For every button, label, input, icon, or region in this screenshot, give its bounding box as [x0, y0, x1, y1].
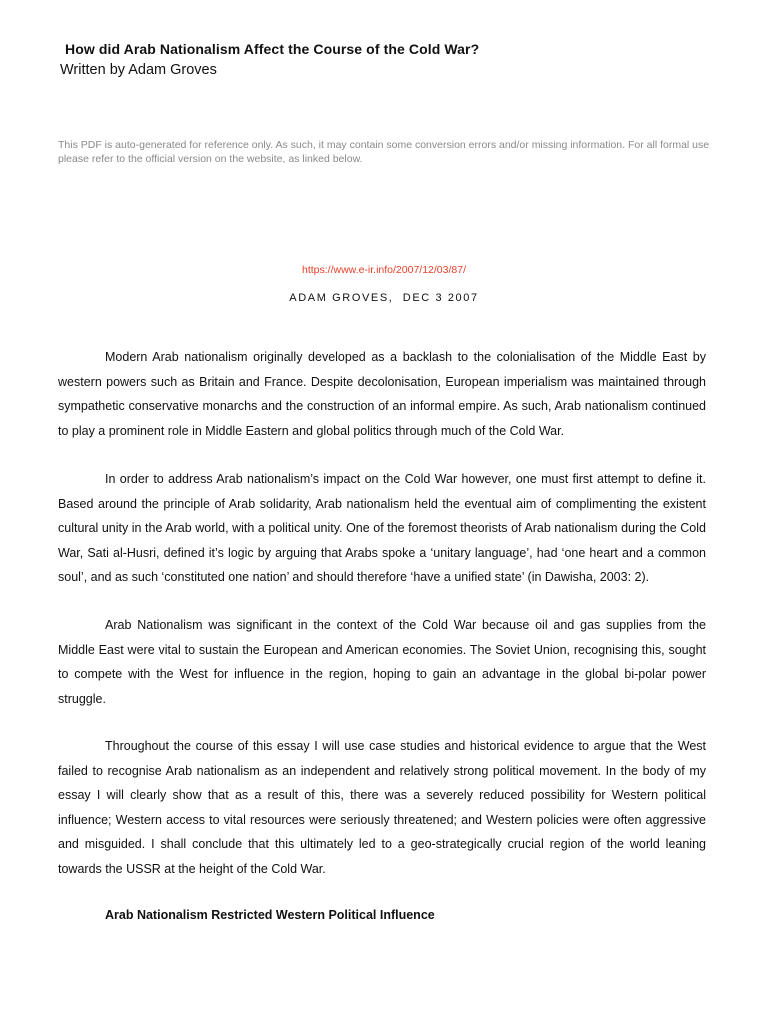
section-heading: Arab Nationalism Restricted Western Political Influence: [105, 908, 435, 922]
paragraph-1: Modern Arab nationalism originally developed as a backlash to the colonialisation of the Middle East by western powers such as Britain and France. Despite decolonisation, European imperialism was maintained through sympathetic conservative monarchs and the construction of an informal empire. As such, Arab nationalism continued to play a prominent role in Middle Eastern and global politics through much of the Cold War.: [58, 350, 706, 438]
pdf-notice: This PDF is auto-generated for reference only. As such, it may contain some conversion errors and/or missing information. For all formal use please refer to the official version on the website, as linked below.: [58, 139, 710, 165]
paragraph-2: In order to address Arab nationalism’s impact on the Cold War however, one must first attempt to define it. Based around the principle of Arab solidarity, Arab nationalism held the eventual aim of complimenting the existent cultural unity in the Arab world, with a political unity. One of the foremost theorists of Arab nationalism during the Cold War, Sati al-Husri, defined it’s logic by arguing that Arabs spoke a ‘unitary language’, had ‘one heart and a common soul’, and as such ‘constituted one nation’ and should therefore ‘have a unified state’ (in Dawisha, 2003: 2).: [58, 472, 706, 584]
paragraph-4: Throughout the course of this essay I will use case studies and historical evidence to argue that the West failed to recognise Arab nationalism as an independent and relatively strong political movement. In the body of my essay I will clearly show that as a result of this, there was a severely reduced possibility for Western political influence; Western access to vital resources were seriously threatened; and Western policies were often aggressive and misguided. I shall conclude that this ultimately led to a geo-strategically crucial region of the world leaning towards the USSR at the height of the Cold War.: [58, 739, 706, 876]
document-title: How did Arab Nationalism Affect the Course of the Cold War?: [65, 41, 480, 57]
source-link[interactable]: https://www.e-ir.info/2007/12/03/87/: [301, 264, 467, 276]
byline: ADAM GROVES, DEC 3 2007: [289, 292, 479, 304]
author-line: Written by Adam Groves: [60, 62, 217, 78]
paragraph-3: Arab Nationalism was significant in the context of the Cold War because oil and gas supplies from the Middle East were vital to sustain the European and American economies. The Soviet Union, recognising this, sought to compete with the West for influence in the region, hoping to gain an advantage in the global bi-polar power struggle.: [58, 618, 706, 706]
